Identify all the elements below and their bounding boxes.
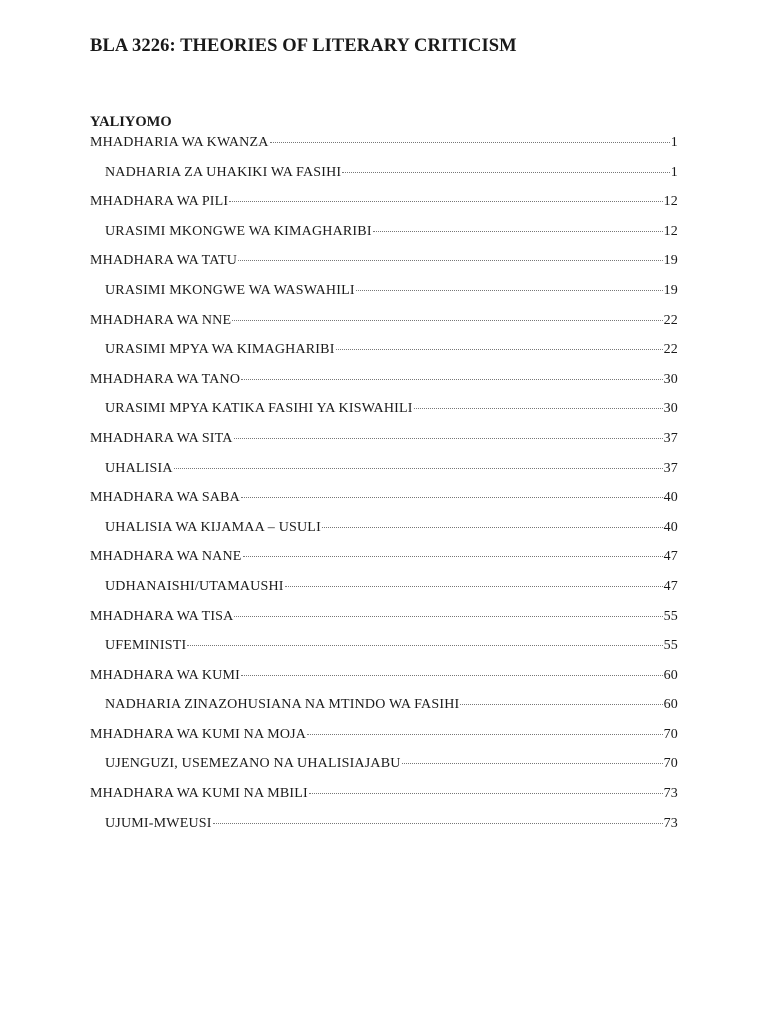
dot-leader bbox=[402, 763, 663, 764]
toc-entry-label: MHADHARA WA NNE bbox=[90, 312, 232, 328]
dot-leader bbox=[270, 142, 670, 143]
toc-entry-label: MHADHARA WA SITA bbox=[90, 430, 233, 446]
toc-entry[interactable] bbox=[90, 786, 678, 816]
toc-subentry[interactable] bbox=[90, 638, 678, 668]
toc-subentry[interactable] bbox=[90, 224, 678, 254]
toc-entry-label: NADHARIA ZINAZOHUSIANA NA MTINDO WA FASIHI bbox=[105, 697, 460, 713]
toc-entry-label: MHADHARA WA PILI bbox=[90, 194, 229, 210]
toc-entry[interactable] bbox=[90, 135, 678, 165]
toc-entry-label: UDHANAISHI/UTAMAUSHI bbox=[105, 578, 284, 594]
dot-leader bbox=[234, 438, 663, 439]
toc-heading: YALIYOMO bbox=[90, 114, 172, 130]
toc-page-number: 19 bbox=[663, 282, 678, 298]
toc-page-number: 12 bbox=[663, 194, 678, 210]
toc-entry[interactable] bbox=[90, 727, 678, 757]
toc-page-number: 47 bbox=[663, 578, 678, 594]
document-title: BLA 3226: THEORIES OF LITERARY CRITICISM bbox=[90, 36, 517, 56]
toc-page-number: 1 bbox=[670, 135, 678, 150]
toc-page-number: 30 bbox=[663, 371, 678, 387]
toc-subentry[interactable] bbox=[90, 579, 678, 609]
dot-leader bbox=[241, 497, 663, 498]
toc-page-number: 73 bbox=[663, 786, 678, 802]
toc-entry[interactable] bbox=[90, 431, 678, 461]
toc-page-number: 12 bbox=[663, 223, 678, 239]
toc-subentry[interactable] bbox=[90, 342, 678, 372]
toc-page-number: 37 bbox=[663, 430, 678, 446]
toc-entry-label: MHADHARA WA TATU bbox=[90, 253, 238, 269]
toc-entry[interactable] bbox=[90, 549, 678, 579]
dot-leader bbox=[356, 290, 663, 291]
toc-subentry[interactable] bbox=[90, 520, 678, 550]
toc-entry-label: URASIMI MPYA KATIKA FASIHI YA KISWAHILI bbox=[105, 401, 413, 417]
toc-entry-label: MHADHARA WA KUMI NA MBILI bbox=[90, 786, 308, 802]
toc-entry-label: URASIMI MPYA WA KIMAGHARIBI bbox=[105, 342, 335, 358]
dot-leader bbox=[241, 675, 663, 676]
toc-page-number: 47 bbox=[663, 549, 678, 565]
dot-leader bbox=[229, 201, 662, 202]
toc-entry-label: URASIMI MKONGWE WA WASWAHILI bbox=[105, 282, 355, 298]
dot-leader bbox=[238, 260, 663, 261]
toc-subentry[interactable] bbox=[90, 697, 678, 727]
toc-entry[interactable] bbox=[90, 609, 678, 639]
toc-page-number: 70 bbox=[663, 726, 678, 742]
toc-entry-label: MHADHARIA WA KWANZA bbox=[90, 135, 269, 150]
toc-page-number: 55 bbox=[663, 638, 678, 654]
dot-leader bbox=[234, 616, 662, 617]
toc-page-number: 55 bbox=[663, 608, 678, 624]
toc-entry-label: MHADHARA WA TANO bbox=[90, 371, 241, 387]
dot-leader bbox=[309, 793, 663, 794]
toc-subentry[interactable] bbox=[90, 165, 678, 195]
dot-leader bbox=[307, 734, 662, 735]
toc-page-number: 70 bbox=[663, 756, 678, 772]
toc-entry-label: URASIMI MKONGWE WA KIMAGHARIBI bbox=[105, 223, 372, 239]
toc-entry[interactable] bbox=[90, 668, 678, 698]
toc-entry[interactable] bbox=[90, 194, 678, 224]
toc-page-number: 1 bbox=[670, 164, 678, 180]
toc-subentry[interactable] bbox=[90, 461, 678, 491]
dot-leader bbox=[187, 645, 662, 646]
toc-subentry[interactable] bbox=[90, 756, 678, 786]
toc-entry-label: UJENGUZI, USEMEZANO NA UHALISIAJABU bbox=[105, 756, 401, 772]
dot-leader bbox=[322, 527, 663, 528]
toc-entry-label: UHALISIA WA KIJAMAA – USULI bbox=[105, 519, 321, 535]
dot-leader bbox=[342, 172, 670, 173]
toc-entry[interactable] bbox=[90, 313, 678, 343]
toc-entry-label: UHALISIA bbox=[105, 460, 173, 476]
toc-entry-label: MHADHARA WA KUMI bbox=[90, 667, 240, 683]
dot-leader bbox=[232, 320, 662, 321]
dot-leader bbox=[243, 556, 663, 557]
toc-page-number: 40 bbox=[663, 519, 678, 535]
toc-entry[interactable] bbox=[90, 372, 678, 402]
toc-page-number: 37 bbox=[663, 460, 678, 476]
dot-leader bbox=[285, 586, 663, 587]
toc-subentry[interactable] bbox=[90, 283, 678, 313]
toc-page-number: 60 bbox=[663, 697, 678, 713]
toc-entry-label: MHADHARA WA SABA bbox=[90, 490, 240, 506]
dot-leader bbox=[241, 379, 662, 380]
dot-leader bbox=[336, 349, 663, 350]
toc-subentry[interactable] bbox=[90, 401, 678, 431]
toc-page-number: 19 bbox=[663, 253, 678, 269]
toc-entry-label: MHADHARA WA NANE bbox=[90, 549, 242, 565]
dot-leader bbox=[174, 468, 663, 469]
toc-entry-label: UJUMI-MWEUSI bbox=[105, 815, 212, 831]
dot-leader bbox=[213, 823, 663, 824]
toc-entry-label: MHADHARA WA KUMI NA MOJA bbox=[90, 726, 307, 742]
toc-entry[interactable] bbox=[90, 490, 678, 520]
toc-entry[interactable] bbox=[90, 253, 678, 283]
toc-entry-label: MHADHARA WA TISA bbox=[90, 608, 234, 624]
dot-leader bbox=[373, 231, 663, 232]
toc-subentry[interactable] bbox=[90, 816, 678, 846]
toc-page-number: 60 bbox=[663, 667, 678, 683]
toc-entry-label: UFEMINISTI bbox=[105, 638, 187, 654]
dot-leader bbox=[414, 408, 663, 409]
table-of-contents bbox=[90, 135, 678, 845]
toc-entry-label: NADHARIA ZA UHAKIKI WA FASIHI bbox=[105, 164, 342, 180]
toc-page-number: 22 bbox=[663, 342, 678, 358]
toc-page-number: 73 bbox=[663, 815, 678, 831]
toc-page-number: 30 bbox=[663, 401, 678, 417]
toc-page-number: 40 bbox=[663, 490, 678, 506]
dot-leader bbox=[460, 704, 662, 705]
toc-page-number: 22 bbox=[663, 312, 678, 328]
